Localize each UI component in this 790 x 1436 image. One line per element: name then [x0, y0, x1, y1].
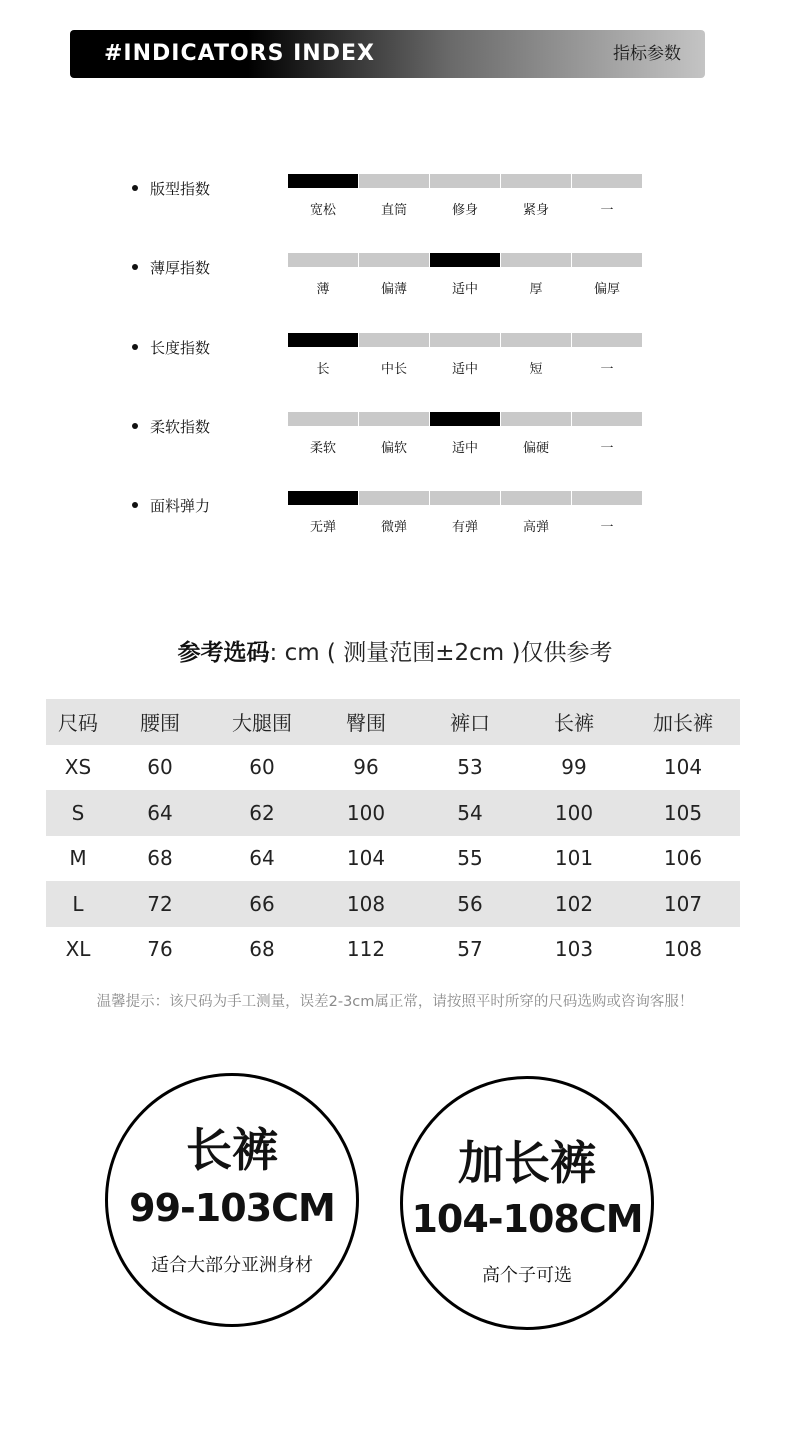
indicator-option: 长: [316, 362, 330, 377]
indicator-segment: [572, 412, 642, 426]
indicator-option: 一: [600, 441, 614, 456]
table-cell: 62: [249, 800, 275, 825]
table-cell: 53: [457, 755, 483, 780]
indicator-option: 短: [529, 362, 543, 377]
table-cell: 68: [147, 846, 173, 871]
circle-note: 高个子可选: [482, 1265, 572, 1286]
indicator-segment: [430, 333, 500, 347]
circle-range: 99-103CM: [129, 1186, 335, 1230]
table-cell: 57: [457, 937, 483, 962]
table-cell: 112: [346, 937, 386, 962]
table-header-row: [46, 699, 740, 745]
indicator-option: 适中: [451, 282, 478, 297]
indicator-segment: [288, 412, 358, 426]
bullet-icon: [132, 264, 138, 270]
table-cell: 99: [561, 755, 587, 780]
indicator-segment: [501, 174, 571, 188]
table-cell: 104: [346, 846, 386, 871]
indicator-option: 薄: [316, 282, 330, 297]
size-reference-title-rest: : cm ( 测量范围±2cm )仅供参考: [269, 640, 613, 666]
indicator-segment-selected: [288, 491, 358, 505]
indicator-segment: [359, 253, 429, 267]
header-title-en: #INDICATORS INDEX: [104, 41, 375, 66]
indicator-option: 适中: [451, 362, 478, 377]
table-cell: XL: [65, 937, 91, 962]
table-row: [46, 881, 740, 927]
indicator-option: 偏薄: [380, 282, 407, 297]
table-cell: 100: [346, 800, 386, 825]
circle-title: 长裤: [186, 1123, 278, 1177]
indicator-label: 面料弹力: [150, 497, 211, 515]
table-cell: 108: [663, 937, 703, 962]
indicator-segment: [572, 333, 642, 347]
table-cell: XS: [64, 755, 92, 780]
indicators-header: [70, 30, 705, 78]
table-cell: 103: [554, 937, 594, 962]
table-cell: S: [71, 800, 85, 825]
indicator-row: [0, 412, 790, 462]
indicator-option: 适中: [451, 441, 478, 456]
indicator-segment: [501, 412, 571, 426]
table-cell: M: [69, 846, 87, 871]
indicator-option: 紧身: [522, 203, 549, 218]
table-cell: 64: [147, 800, 173, 825]
table-cell: 56: [457, 891, 483, 916]
table-row: [46, 836, 740, 882]
indicator-segment: [359, 412, 429, 426]
table-row: [46, 745, 740, 791]
table-cell: 54: [457, 800, 483, 825]
size-table: [46, 699, 740, 972]
circle-range: 104-108CM: [411, 1197, 643, 1241]
indicator-option: 一: [600, 520, 614, 535]
table-cell: 107: [663, 891, 703, 916]
indicator-segment: [501, 491, 571, 505]
indicator-segment: [359, 333, 429, 347]
table-cell: 105: [663, 800, 703, 825]
table-cell: 102: [554, 891, 594, 916]
header-title-cn: 指标参数: [613, 44, 681, 64]
indicator-option: 一: [600, 362, 614, 377]
table-cell: 55: [457, 846, 483, 871]
indicator-label: 薄厚指数: [150, 259, 211, 277]
table-cell: 100: [554, 800, 594, 825]
indicator-segment: [572, 253, 642, 267]
table-cell: 64: [249, 846, 275, 871]
indicator-segment-selected: [288, 333, 358, 347]
table-cell: L: [72, 891, 84, 916]
column-header: 裤口: [450, 711, 490, 736]
table-cell: 60: [147, 755, 173, 780]
column-header: 加长裤: [653, 711, 713, 736]
indicator-row: [0, 491, 790, 541]
table-row: [46, 927, 740, 973]
indicator-option: 有弹: [451, 520, 478, 535]
indicator-option: 偏硬: [522, 441, 549, 456]
table-cell: 108: [346, 891, 386, 916]
indicator-segment: [430, 491, 500, 505]
circle-long-pants: [400, 1076, 654, 1330]
indicator-label: 长度指数: [150, 339, 211, 357]
table-row: [46, 790, 740, 836]
indicator-option: 一: [600, 203, 614, 218]
indicator-option: 中长: [380, 362, 407, 377]
indicator-segment-selected: [430, 412, 500, 426]
indicator-segment: [572, 491, 642, 505]
column-header: 长裤: [554, 711, 594, 736]
size-reference-title: [0, 634, 790, 667]
indicator-option: 高弹: [522, 520, 549, 535]
indicator-option: 直筒: [380, 203, 407, 218]
bullet-icon: [132, 502, 138, 508]
size-reference-title-bold: 参考选码: [177, 640, 270, 666]
table-cell: 72: [147, 891, 173, 916]
indicator-label: 版型指数: [150, 180, 211, 198]
indicator-segment: [430, 174, 500, 188]
indicator-label: 柔软指数: [150, 418, 211, 436]
table-cell: 68: [249, 937, 275, 962]
indicator-option: 偏软: [380, 441, 407, 456]
indicator-segment: [288, 253, 358, 267]
indicator-option: 厚: [529, 282, 543, 297]
indicator-row: [0, 333, 790, 383]
bullet-icon: [132, 185, 138, 191]
size-tip: 温馨提示：该尺码为手工测量，误差2-3cm属正常，请按照平时所穿的尺码选购或咨询客服！: [96, 994, 694, 1010]
indicator-segment: [572, 174, 642, 188]
indicator-option: 偏厚: [593, 282, 620, 297]
indicator-option: 柔软: [309, 441, 336, 456]
column-header: 大腿围: [232, 711, 292, 736]
indicator-segment: [359, 174, 429, 188]
circle-title: 加长裤: [458, 1136, 596, 1190]
table-cell: 66: [249, 891, 275, 916]
column-header: 腰围: [140, 711, 180, 736]
indicator-row: [0, 253, 790, 303]
bullet-icon: [132, 423, 138, 429]
indicator-row: [0, 174, 790, 224]
circle-regular-pants: [105, 1073, 359, 1327]
indicator-option: 无弹: [309, 520, 336, 535]
table-cell: 101: [554, 846, 594, 871]
indicator-segment-selected: [288, 174, 358, 188]
indicator-option: 宽松: [309, 203, 336, 218]
indicator-segment: [359, 491, 429, 505]
indicator-segment: [501, 253, 571, 267]
table-cell: 76: [147, 937, 173, 962]
circle-note: 适合大部分亚洲身材: [151, 1255, 313, 1276]
column-header: 臀围: [346, 711, 386, 736]
indicator-segment: [501, 333, 571, 347]
indicator-option: 修身: [451, 203, 478, 218]
table-cell: 104: [663, 755, 703, 780]
bullet-icon: [132, 344, 138, 350]
column-header: 尺码: [58, 711, 98, 736]
table-cell: 60: [249, 755, 275, 780]
indicator-option: 微弹: [380, 520, 407, 535]
table-cell: 106: [663, 846, 703, 871]
indicator-segment-selected: [430, 253, 500, 267]
table-cell: 96: [353, 755, 379, 780]
